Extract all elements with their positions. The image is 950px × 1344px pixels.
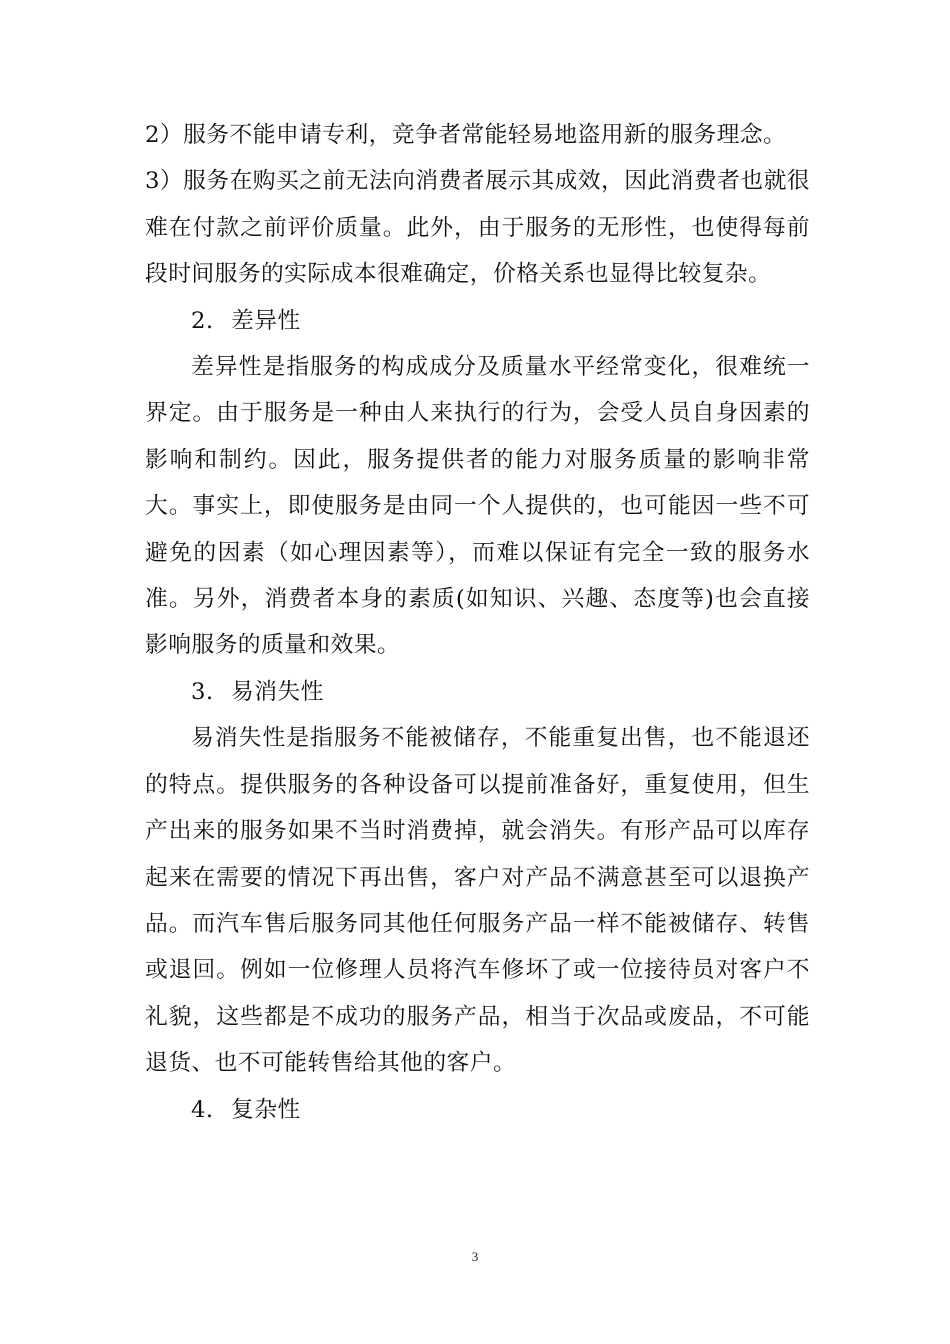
section-title: 复杂性 xyxy=(231,1096,301,1123)
section-heading-4 xyxy=(145,1087,810,1133)
section-number: 2. xyxy=(191,307,214,334)
list-item-3: 3）服务在购买之前无法向消费者展示其成效，因此消费者也就很难在付款之前评价质量。此外，由于服务的无形性，也使得每前段时间服务的实际成本很难确定，价格关系也显得比较复杂。 xyxy=(145,168,810,288)
section-title: 易消失性 xyxy=(231,678,324,705)
paragraph-perishability: 易消失性是指服务不能被储存，不能重复出售，也不能退还的特点。提供服务的各种设备可以提前准备好，重复使用，但生产出来的服务如果不当时消费掉，就会消失。有形产品可以库存起来在需要的情况下再出售，客户对产品不满意甚至可以退换产品。而汽车售后服务同其他任何服务产品一样不能被储存、转售或退回。例如一位修理人员将汽车修坏了或一位接待员对客户不礼貌，这些都是不成功的服务产品，相当于次品或废品，不可能退货、也不可能转售给其他的客户。 xyxy=(145,725,810,1077)
section-number: 4. xyxy=(191,1096,214,1123)
page-number: 3 xyxy=(471,1249,479,1264)
document-body xyxy=(145,112,810,1133)
paragraph-variability: 差异性是指服务的构成成分及质量水平经常变化，很难统一界定。由于服务是一种由人来执行的行为，会受人员自身因素的影响和制约。因此，服务提供者的能力对服务质量的影响非常大。事实上，即使服务是由同一个人提供的，也可能因一些不可避免的因素（如心理因素等），而难以保证有完全一致的服务水准。另外，消费者本身的素质(如知识、兴趣、态度等)也会直接影响服务的质量和效果。 xyxy=(145,354,810,659)
section-heading-2 xyxy=(145,298,810,344)
section-number: 3. xyxy=(191,678,214,705)
section-title: 差异性 xyxy=(231,307,301,334)
list-item-2: 2）服务不能申请专利，竞争者常能轻易地盗用新的服务理念。 xyxy=(145,122,787,148)
section-heading-3 xyxy=(145,669,810,715)
